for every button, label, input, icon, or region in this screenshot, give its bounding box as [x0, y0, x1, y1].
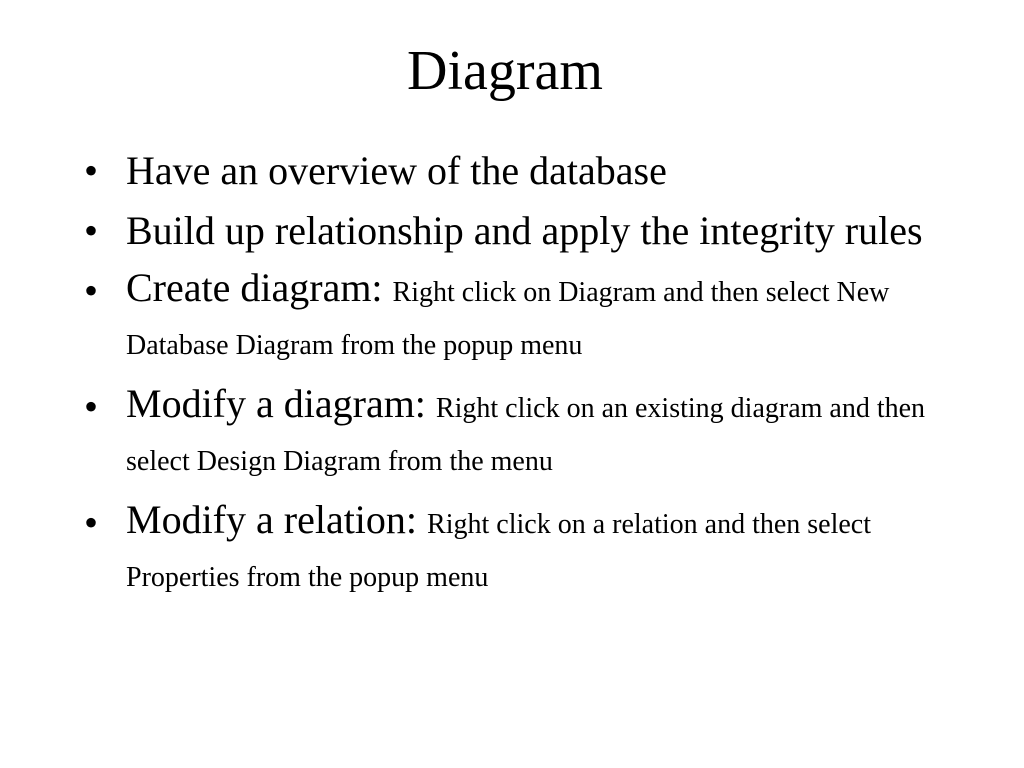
bullet-icon: •: [84, 384, 99, 429]
bullet-list: [84, 146, 964, 614]
bullet-icon: •: [84, 148, 99, 193]
bullet-text: [126, 381, 925, 479]
bullet-detail: Right click on Diagram and then select New Database Diagram from the popup menu: [126, 277, 890, 361]
bullet-icon: •: [84, 208, 99, 253]
bullet-item-create-diagram: [84, 266, 964, 372]
bullet-item-modify-relation: [84, 498, 964, 604]
bullet-detail: Right click on a relation and then select Properties from the popup menu: [126, 509, 872, 593]
bullet-item-relationship: [84, 206, 964, 256]
bullet-lead: Modify a diagram:: [126, 381, 426, 426]
bullet-detail: Right click on an existing diagram and then select Design Diagram from the menu: [126, 393, 926, 477]
bullet-item-overview: [84, 146, 964, 196]
bullet-text: Have an overview of the database: [126, 148, 667, 193]
bullet-icon: •: [84, 268, 99, 313]
bullet-lead: Modify a relation:: [126, 497, 418, 542]
bullet-text: [126, 265, 889, 363]
bullet-icon: •: [84, 500, 99, 545]
bullet-text: [126, 497, 871, 595]
bullet-text: Build up relationship and apply the integrity rules: [126, 208, 923, 253]
bullet-item-modify-diagram: [84, 382, 964, 488]
slide-title: Diagram: [407, 40, 603, 102]
bullet-lead: Create diagram:: [126, 265, 383, 310]
